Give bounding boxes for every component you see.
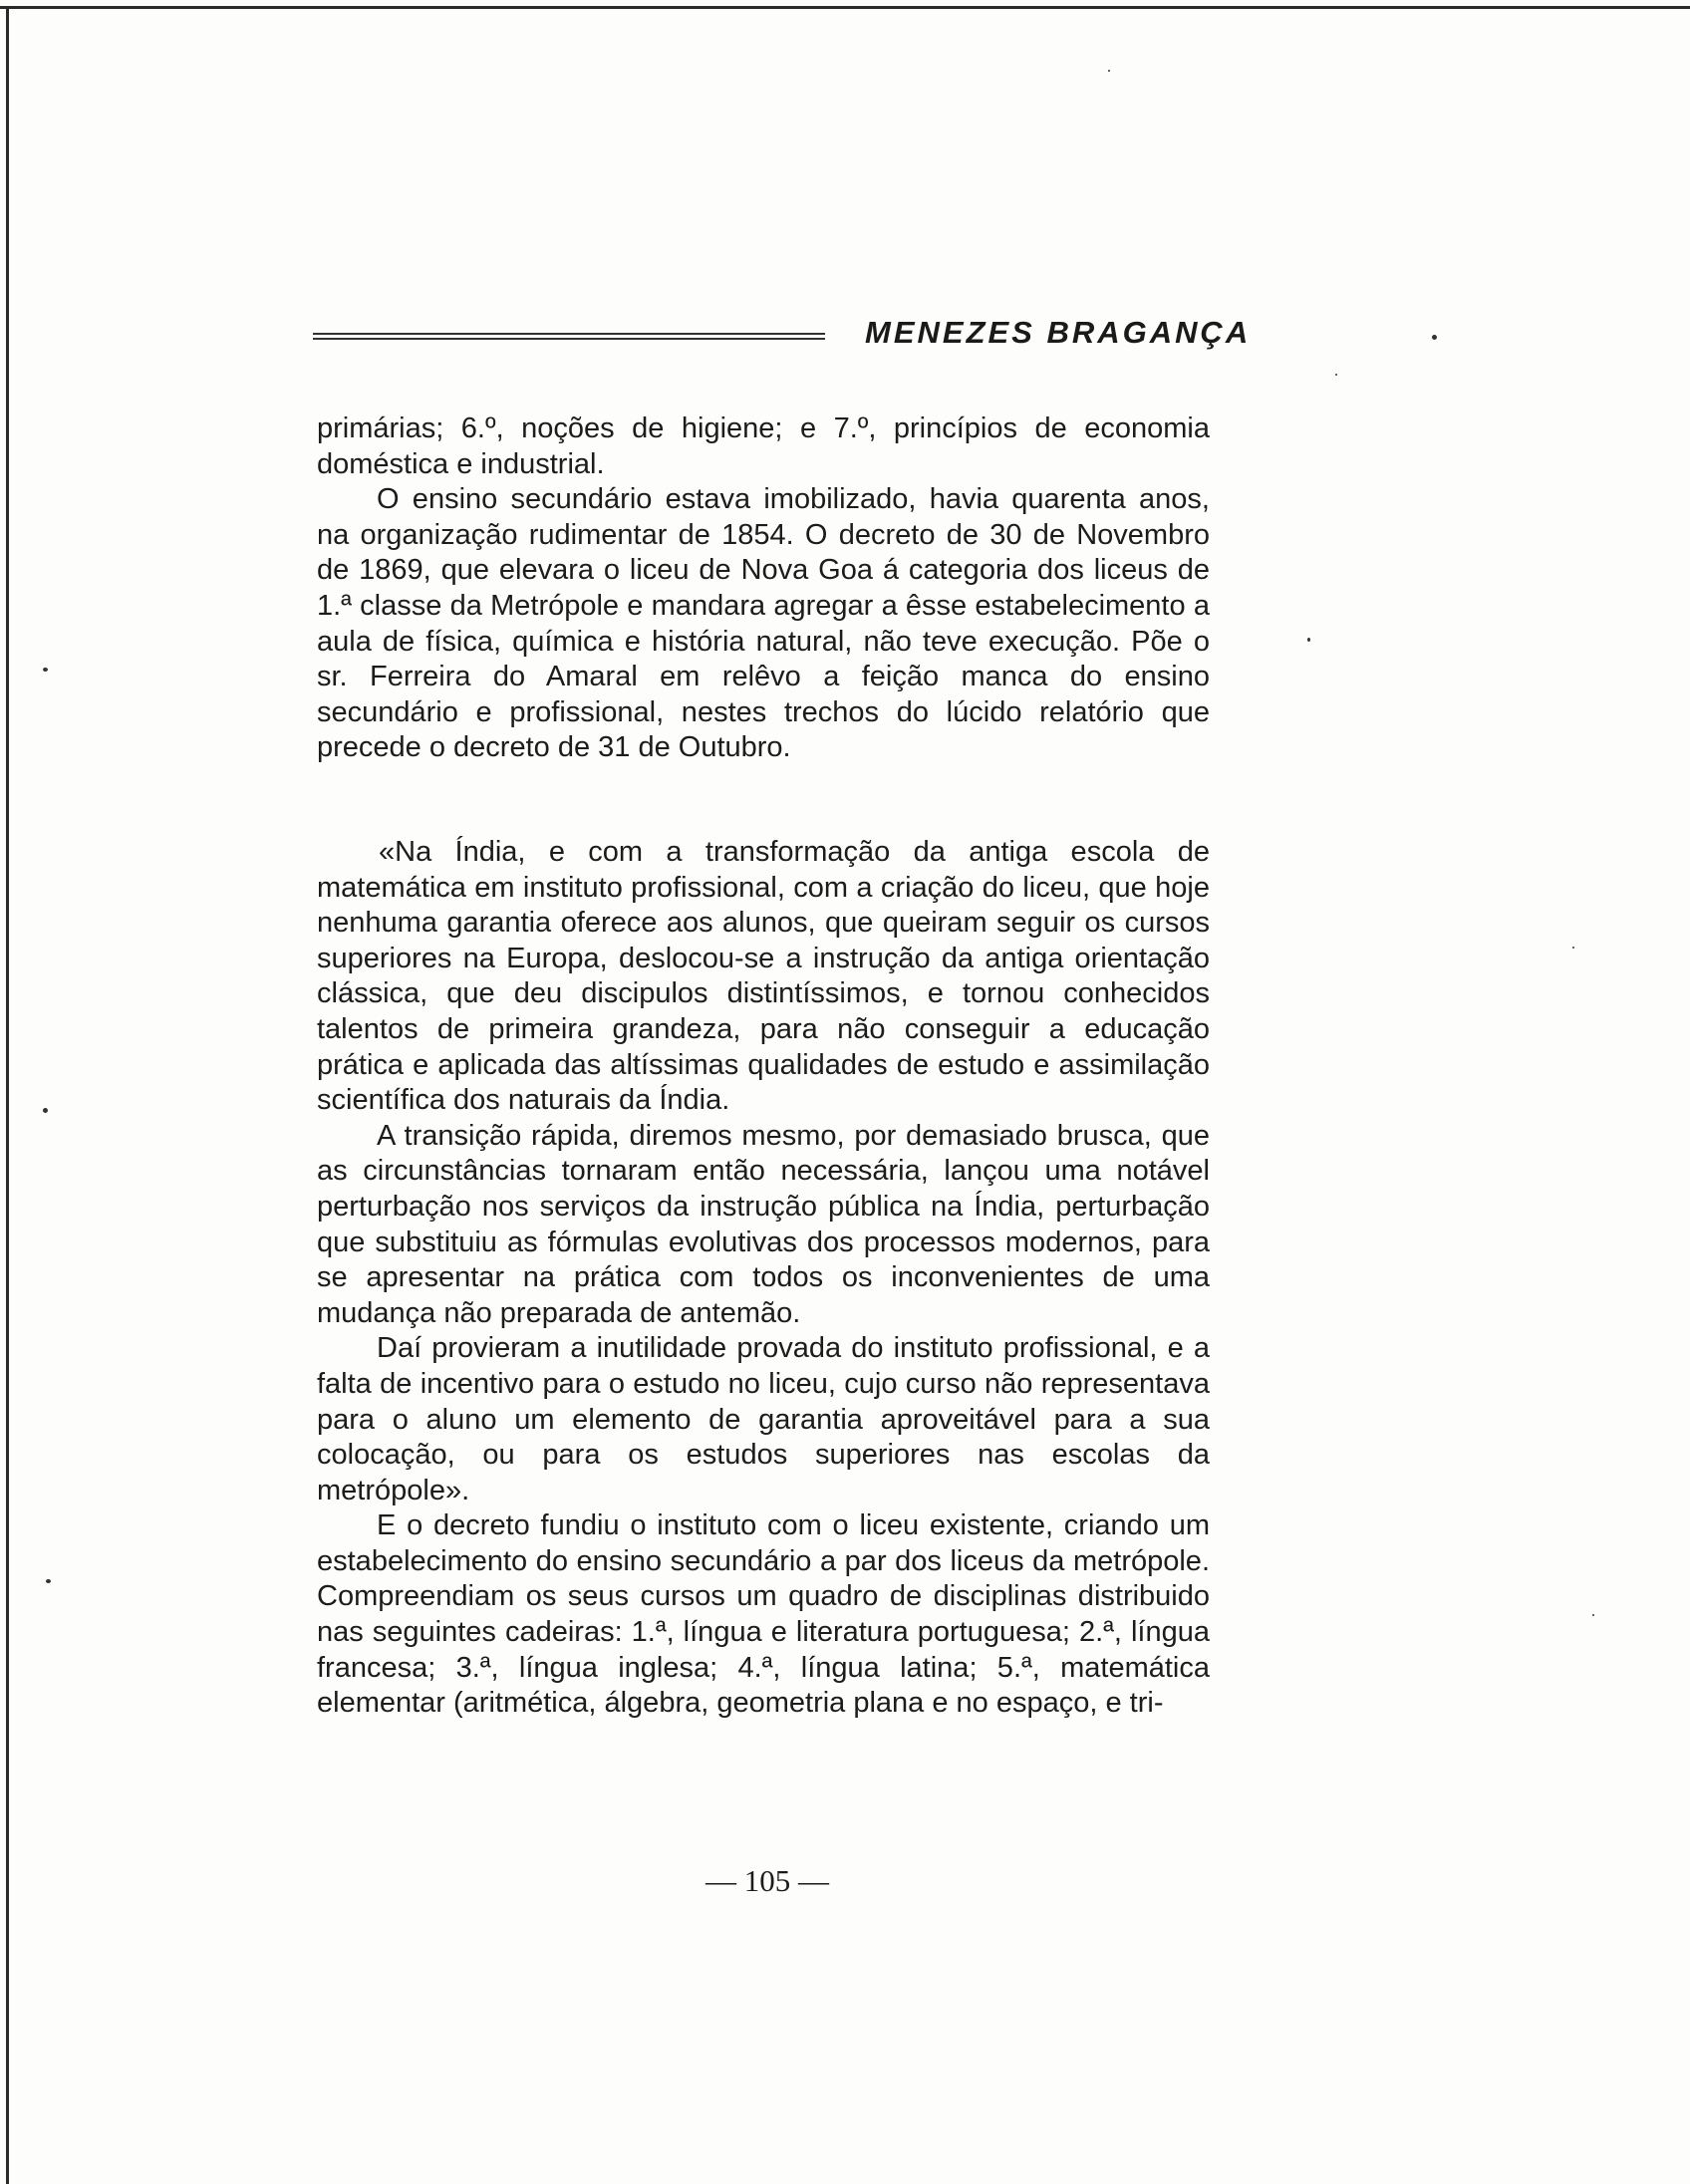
- header-double-rule: [313, 333, 825, 340]
- paragraph-decreto: E o decreto fundiu o instituto com o liceu existente, criando um estabelecimento do ensino secundário a par dos liceus da metrópole. Compreendiam os seus cursos um quadro de disciplinas distribuido nas seguintes cadeiras: 1.ª, língua e literatura portuguesa; 2.ª, língua francesa; 3.ª, língua inglesa; 4.ª, língua latina; 5.ª, matemática elementar (aritmética, álgebra, geometria plana e no espaço, e tri-: [317, 1509, 1210, 1720]
- header-title: MENEZES BRAGANÇA: [865, 315, 1252, 350]
- scan-speck: [1335, 374, 1337, 376]
- quote-paragraph-1: «Na Índia, e com a transformação da antiga escola de matemática em instituto profissional, com a criação do liceu, que hoje nenhuma garantia oferece aos alunos, que queiram seguir os cursos superiores na Europa, deslocou-se a instrução da antiga orientação clássica, que deu discipulos distintíssimos, e tornou conhecidos talentos de primeira grandeza, para não conseguir a educação prática e aplicada das altíssimas qualidades de estudo e assimilação scientífica dos naturais da Índia.: [317, 836, 1210, 1117]
- scan-speck: [1307, 638, 1310, 642]
- scan-edge-left: [6, 6, 9, 2184]
- quote-paragraph-3: Daí provieram a inutilidade provada do instituto profissional, e a falta de incentivo para o estudo no liceu, cujo curso não representava para o aluno um elemento de garantia aproveitável para a sua colocação, ou para os estudos superiores nas escolas da metrópole».: [317, 1332, 1210, 1506]
- body-text-upper: [317, 411, 1210, 766]
- paragraph-ensino-secundario: O ensino secundário estava imobilizado, havia quarenta anos, na organização rudimentar de 1854. O decreto de 30 de Novembro de 1869, que elevara o liceu de Nova Goa á categoria dos liceus de 1.ª classe da Metrópole e mandara agregar a êsse estabelecimento a aula de física, química e história natural, não teve execução. Põe o sr. Ferreira do Amaral em relêvo a feição manca do ensino secundário e profissional, nestes trechos do lúcido relatório que precede o decreto de 31 de Outubro.: [317, 483, 1210, 764]
- scan-speck: [1572, 947, 1574, 949]
- scan-speck: [43, 668, 48, 672]
- scan-edge-top: [0, 6, 1690, 9]
- paragraph-continuation: primárias; 6.º, noções de higiene; e 7.º, princípios de economia doméstica e industrial.: [317, 412, 1210, 480]
- page-number: — 105 —: [705, 1863, 829, 1898]
- scan-speck: [1432, 335, 1437, 340]
- quote-paragraph-2: A transição rápida, diremos mesmo, por demasiado brusca, que as circunstâncias tornaram então necessária, lançou uma notável perturbação nos serviços da instrução pública na Índia, perturbação que substituiu as fórmulas evolutivas dos processos modernos, para se apresentar na prática com todos os inconvenientes de uma mudança não preparada de antemão.: [317, 1119, 1210, 1329]
- running-header: [313, 315, 1252, 359]
- scan-speck: [1592, 1614, 1594, 1616]
- scan-speck: [43, 1108, 48, 1113]
- body-text-quote: [317, 835, 1210, 1722]
- scan-speck: [1108, 70, 1110, 72]
- scan-speck: [46, 1579, 51, 1583]
